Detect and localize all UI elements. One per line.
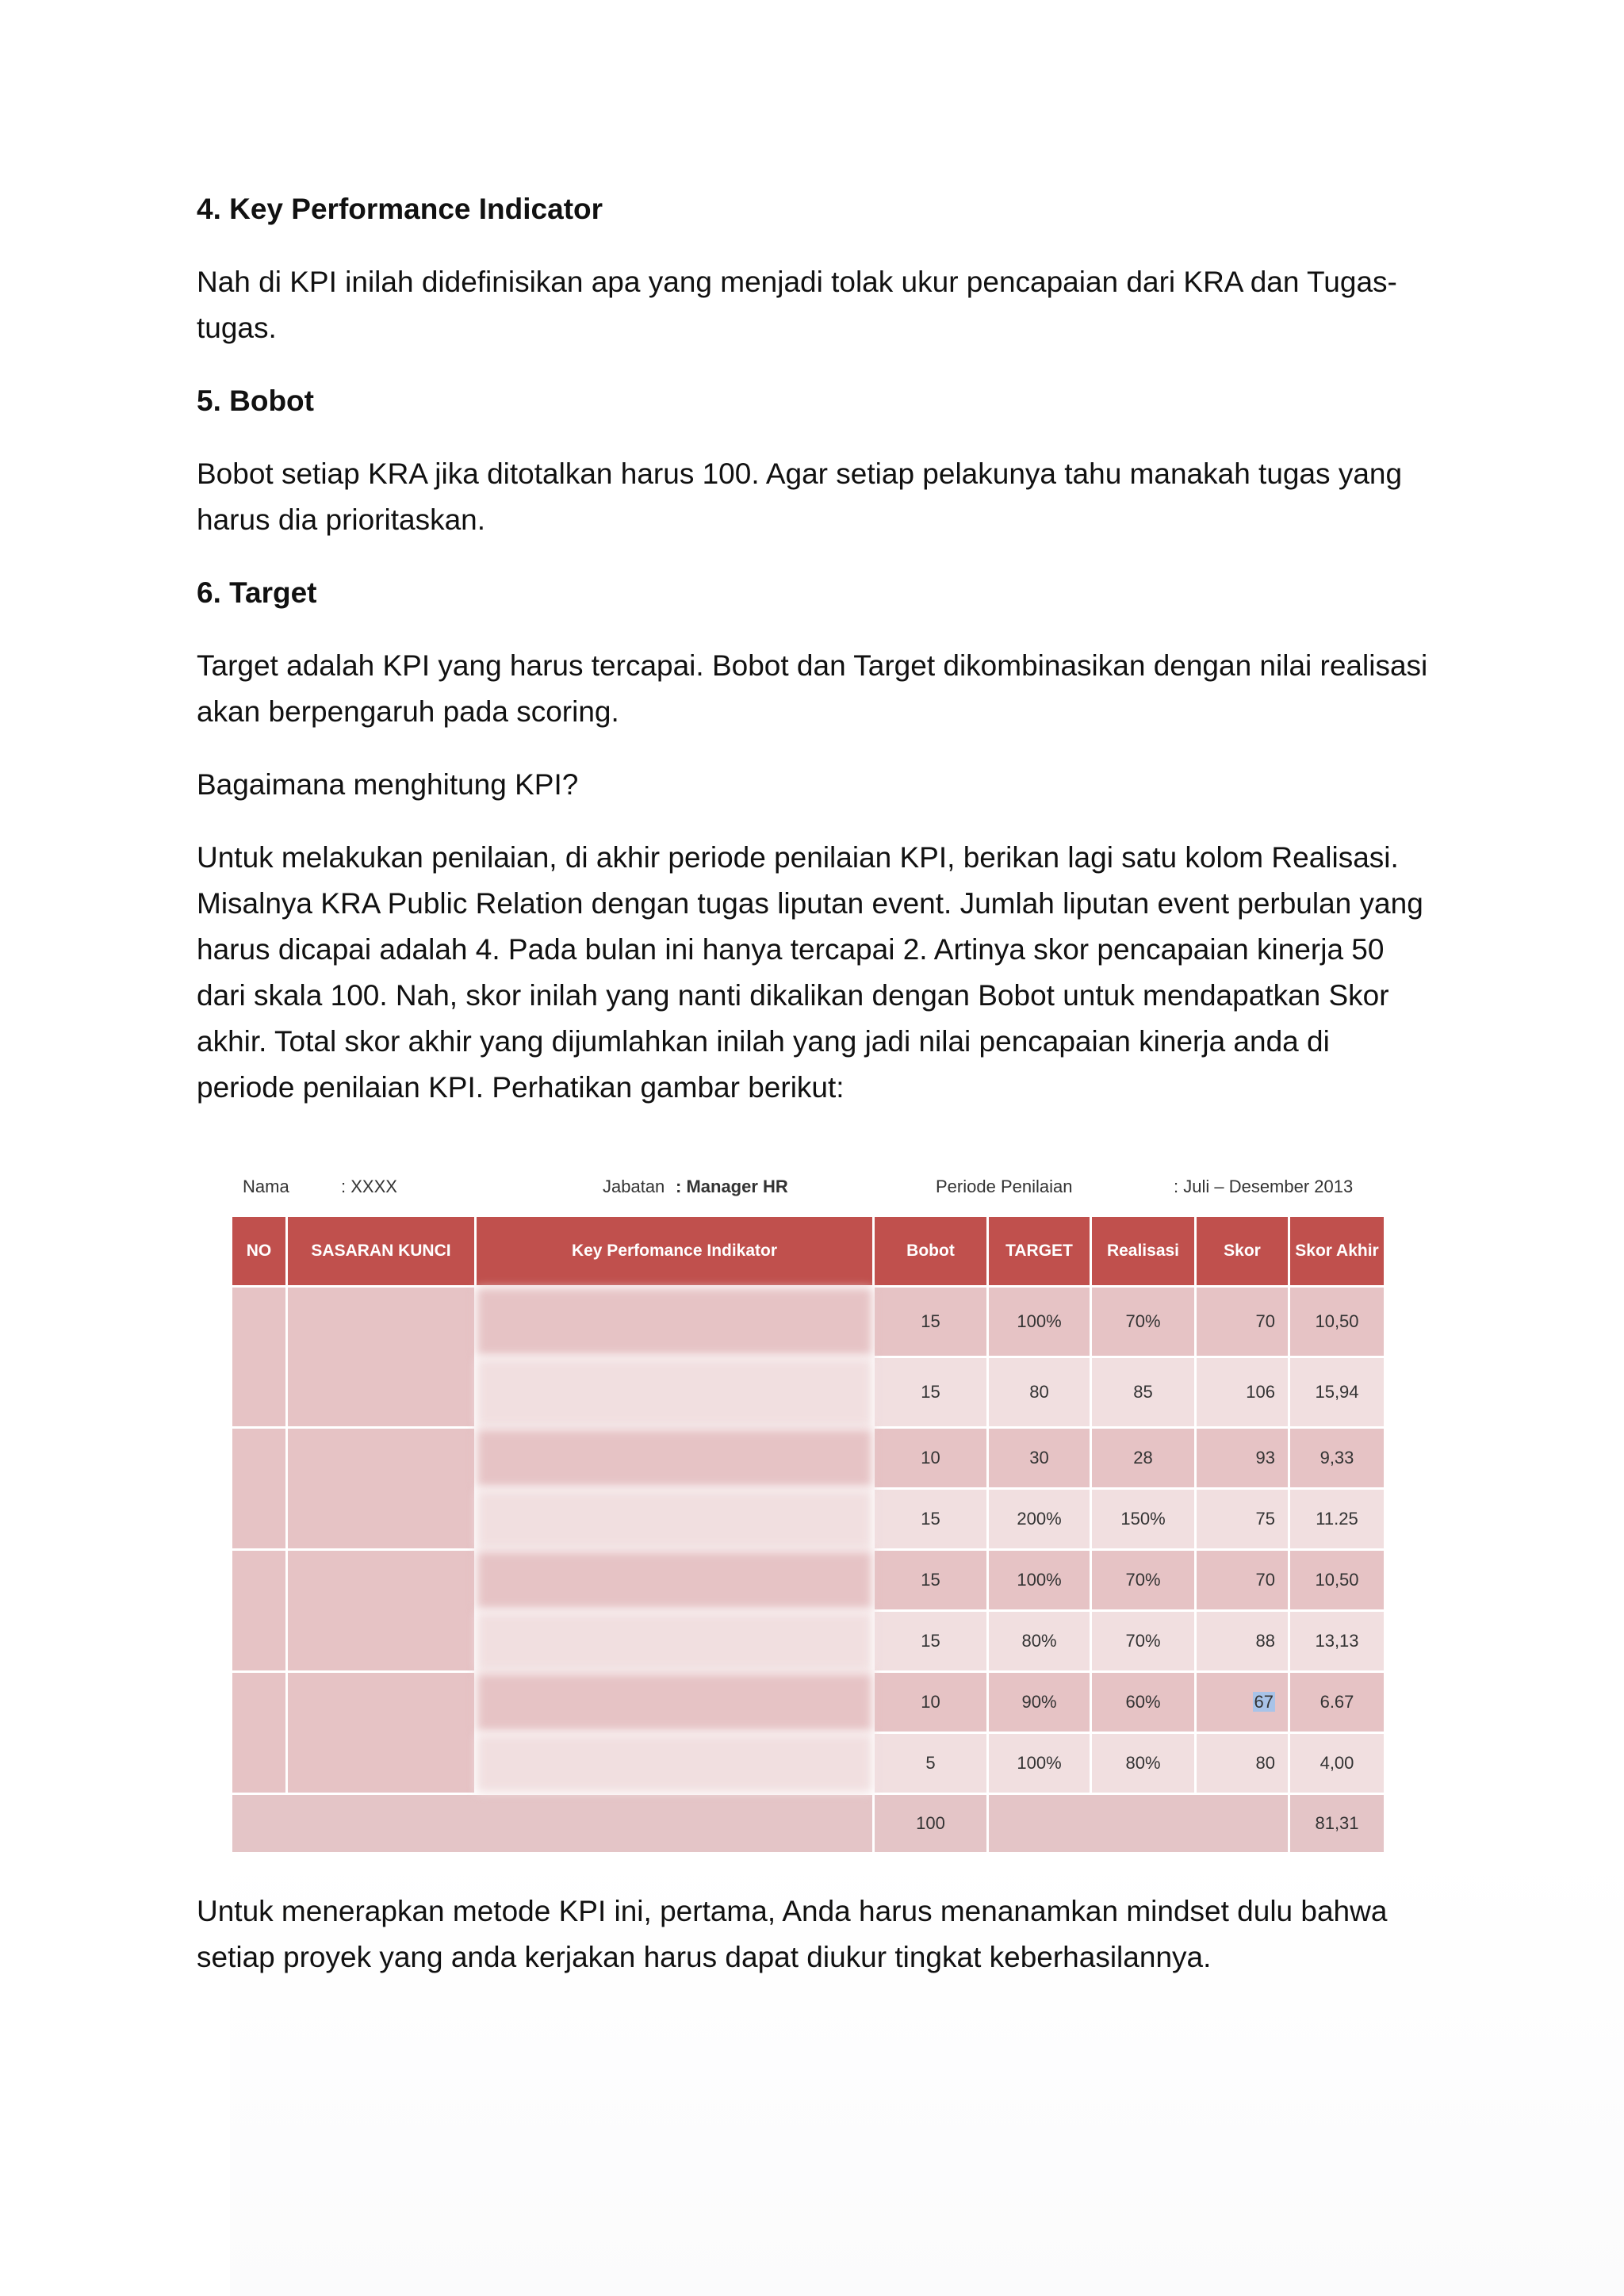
col-header-bobot: Bobot — [874, 1216, 988, 1287]
target-cell: 100% — [988, 1550, 1091, 1611]
bobot-cell: 15 — [874, 1357, 988, 1428]
table-row — [232, 1287, 1385, 1357]
col-header-target: TARGET — [988, 1216, 1091, 1287]
blurred-cell — [232, 1287, 287, 1428]
realisasi-cell: 60% — [1091, 1672, 1196, 1733]
blurred-cell — [476, 1733, 874, 1794]
kpi-table-figure — [230, 1167, 1384, 1854]
question-text: Bagaimana menghitung KPI? — [197, 768, 579, 801]
skor-akhir-cell: 10,50 — [1289, 1287, 1385, 1357]
total-label-cell — [232, 1794, 874, 1854]
skor-cell: 70 — [1196, 1550, 1289, 1611]
bobot-cell: 10 — [874, 1428, 988, 1489]
realisasi-cell: 70% — [1091, 1287, 1196, 1357]
col-header-no: NO — [232, 1216, 287, 1287]
target-cell: 90% — [988, 1672, 1091, 1733]
figure-meta — [230, 1167, 1384, 1215]
target-cell: 80 — [988, 1357, 1091, 1428]
table-header-row — [232, 1216, 1385, 1287]
skor-cell: 80 — [1196, 1733, 1289, 1794]
blurred-cell — [232, 1428, 287, 1550]
blurred-cell — [476, 1489, 874, 1550]
realisasi-cell: 85 — [1091, 1357, 1196, 1428]
col-header-kpi: Key Perfomance Indikator — [476, 1216, 874, 1287]
table-total-row — [232, 1794, 1385, 1854]
bobot-cell: 15 — [874, 1489, 988, 1550]
skor-akhir-cell: 6.67 — [1289, 1672, 1385, 1733]
skor-cell: 70 — [1196, 1287, 1289, 1357]
total-skor-akhir: 81,31 — [1289, 1794, 1385, 1854]
blurred-cell — [287, 1287, 476, 1428]
realisasi-cell: 28 — [1091, 1428, 1196, 1489]
skor-akhir-cell: 10,50 — [1289, 1550, 1385, 1611]
closing-text: Untuk menerapkan metode KPI ini, pertama, Anda harus menanamkan mindset dulu bahwa setiap proyek yang anda kerjakan harus dapat diukur tingkat keberhasilannya. — [197, 1895, 1388, 1973]
skor-cell: 75 — [1196, 1489, 1289, 1550]
section-heading-bobot: 5. Bobot — [197, 385, 314, 417]
nama-value: : XXXX — [341, 1177, 397, 1196]
col-header-realisasi: Realisasi — [1091, 1216, 1196, 1287]
section-heading-kpi: 4. Key Performance Indicator — [197, 193, 603, 225]
table-row — [232, 1672, 1385, 1733]
table-row — [232, 1550, 1385, 1611]
skor-akhir-cell: 15,94 — [1289, 1357, 1385, 1428]
blurred-cell — [476, 1287, 874, 1357]
blurred-cell — [287, 1550, 476, 1672]
target-cell: 30 — [988, 1428, 1091, 1489]
skor-cell — [1196, 1672, 1289, 1733]
skor-cell: 93 — [1196, 1428, 1289, 1489]
blurred-cell — [287, 1672, 476, 1794]
table-row — [232, 1428, 1385, 1489]
bobot-cell: 15 — [874, 1611, 988, 1672]
blurred-cell — [476, 1672, 874, 1733]
total-bobot: 100 — [874, 1794, 988, 1854]
target-cell: 80% — [988, 1611, 1091, 1672]
target-cell: 200% — [988, 1489, 1091, 1550]
document-body — [197, 186, 1434, 1138]
jabatan-value: : Manager HR — [676, 1177, 788, 1196]
blurred-cell — [476, 1428, 874, 1489]
skor-akhir-cell: 11.25 — [1289, 1489, 1385, 1550]
section-text-bobot: Bobot setiap KRA jika ditotalkan harus 100. Agar setiap pelakunya tahu manakah tugas yang harus dia prioritaskan. — [197, 457, 1403, 536]
target-cell: 100% — [988, 1733, 1091, 1794]
realisasi-cell: 70% — [1091, 1550, 1196, 1611]
bobot-cell: 5 — [874, 1733, 988, 1794]
bobot-cell: 15 — [874, 1550, 988, 1611]
highlighted-skor: 67 — [1254, 1692, 1274, 1712]
nama-label: Nama — [243, 1177, 289, 1196]
realisasi-cell: 150% — [1091, 1489, 1196, 1550]
explanation-text: Untuk melakukan penilaian, di akhir periode penilaian KPI, berikan lagi satu kolom Realisasi. Misalnya KRA Public Relation dengan tugas liputan event. Jumlah liputan event perbulan yang harus dicapai adalah 4. Pada bulan ini hanya tercapai 2. Artinya skor pencapaian kinerja 50 dari skala 100. Nah, skor inilah yang nanti dikalikan dengan Bobot untuk mendapatkan Skor akhir. Total skor akhir yang dijumlahkan inilah yang jadi nilai pencapaian kinerja anda di periode penilaian KPI. Perhatikan gambar berikut: — [197, 841, 1423, 1104]
blurred-cell — [232, 1672, 287, 1794]
blurred-cell — [476, 1357, 874, 1428]
col-header-sasaran: SASARAN KUNCI — [287, 1216, 476, 1287]
realisasi-cell: 80% — [1091, 1733, 1196, 1794]
skor-cell: 106 — [1196, 1357, 1289, 1428]
blurred-cell — [287, 1428, 476, 1550]
section-text-kpi: Nah di KPI inilah didefinisikan apa yang menjadi tolak ukur pencapaian dari KRA dan Tugas-tugas. — [197, 266, 1397, 344]
blurred-cell — [232, 1550, 287, 1672]
closing-block — [197, 1888, 1434, 2007]
col-header-skor: Skor — [1196, 1216, 1289, 1287]
jabatan-label: Jabatan — [603, 1177, 665, 1196]
kpi-table — [230, 1215, 1386, 1854]
skor-akhir-cell: 9,33 — [1289, 1428, 1385, 1489]
realisasi-cell: 70% — [1091, 1611, 1196, 1672]
blurred-cell — [476, 1550, 874, 1611]
bobot-cell: 10 — [874, 1672, 988, 1733]
periode-value: : Juli – Desember 2013 — [1174, 1177, 1354, 1196]
periode-label: Periode Penilaian — [936, 1177, 1073, 1196]
skor-akhir-cell: 13,13 — [1289, 1611, 1385, 1672]
total-empty-cell — [988, 1794, 1289, 1854]
target-cell: 100% — [988, 1287, 1091, 1357]
skor-cell: 88 — [1196, 1611, 1289, 1672]
section-heading-target: 6. Target — [197, 576, 317, 609]
col-header-skor-akhir: Skor Akhir — [1289, 1216, 1385, 1287]
section-text-target: Target adalah KPI yang harus tercapai. Bobot dan Target dikombinasikan dengan nilai realisasi akan berpengaruh pada scoring. — [197, 649, 1428, 728]
blurred-cell — [476, 1611, 874, 1672]
bobot-cell: 15 — [874, 1287, 988, 1357]
skor-akhir-cell: 4,00 — [1289, 1733, 1385, 1794]
